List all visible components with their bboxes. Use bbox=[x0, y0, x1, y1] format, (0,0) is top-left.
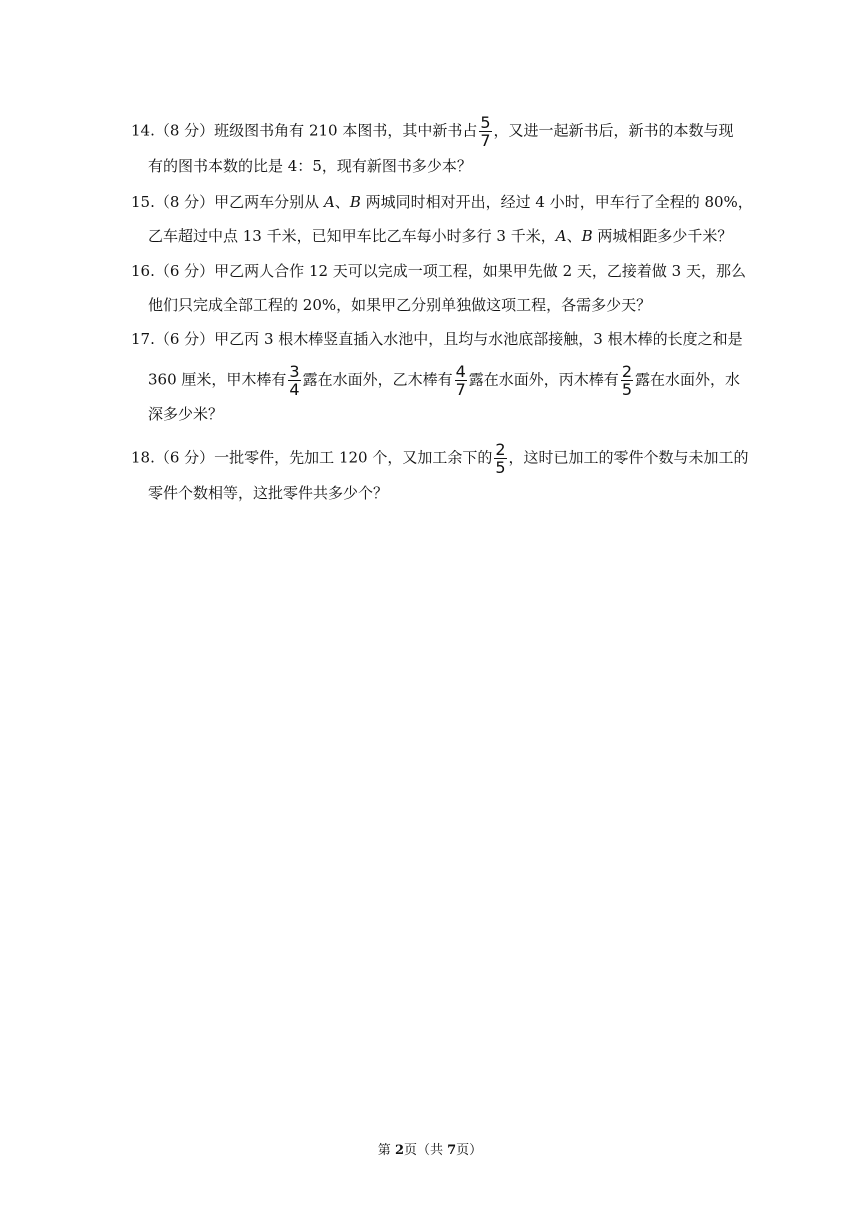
variable-a: A bbox=[555, 227, 567, 245]
footer-text: 第 bbox=[377, 1143, 395, 1158]
fraction-numerator: 5 bbox=[480, 113, 491, 132]
fraction bbox=[494, 441, 506, 476]
page-total: 7 bbox=[447, 1143, 457, 1158]
variable-a: A bbox=[323, 193, 335, 211]
footer-text: 页） bbox=[456, 1143, 483, 1158]
question-18-line-1 bbox=[131, 441, 749, 476]
question-text: ，又进一起新书后，新书的本数与现 bbox=[493, 121, 734, 140]
question-16-line-2 bbox=[148, 296, 651, 314]
footer-text: 页（共 bbox=[403, 1143, 448, 1158]
question-text: 乙车超过中点 13 千米，已知甲车比乙车每小时多行 3 千米， bbox=[148, 227, 556, 245]
page-footer bbox=[0, 1139, 860, 1158]
question-text: 零件个数相等，这批零件共多少个？ bbox=[148, 484, 389, 502]
question-14-line-1 bbox=[131, 114, 734, 149]
question-number: 17. bbox=[131, 330, 155, 348]
variable-b: B bbox=[581, 227, 593, 245]
question-number: 18. bbox=[131, 448, 155, 467]
question-text: ，这时已加工的零件个数与未加工的 bbox=[508, 448, 749, 467]
question-text: 一批零件，先加工 120 个，又加工余下的 bbox=[214, 448, 493, 467]
question-text: 露在水面外，乙木棒有 bbox=[302, 370, 453, 389]
question-15-line-1 bbox=[131, 193, 753, 211]
fraction bbox=[455, 363, 467, 398]
question-score: （6 分） bbox=[154, 448, 215, 467]
page-number: 2 bbox=[394, 1143, 404, 1158]
question-text: 深多少米？ bbox=[148, 405, 224, 423]
fraction-denominator: 4 bbox=[289, 380, 300, 399]
fraction-denominator: 7 bbox=[455, 380, 466, 399]
fraction-denominator: 7 bbox=[480, 131, 491, 150]
question-text: 360 厘米，甲木棒有 bbox=[148, 370, 287, 389]
question-text: 两城同时相对开出，经过 4 小时，甲车行了全程的 80%， bbox=[360, 193, 753, 211]
question-17-line-1 bbox=[131, 330, 743, 348]
fraction bbox=[621, 363, 633, 398]
question-number: 14. bbox=[131, 121, 155, 140]
question-score: （8 分） bbox=[154, 193, 215, 211]
fraction-numerator: 2 bbox=[621, 362, 632, 381]
fraction bbox=[479, 114, 491, 149]
question-number: 15. bbox=[131, 193, 155, 211]
question-score: （8 分） bbox=[154, 121, 215, 140]
question-score: （6 分） bbox=[154, 262, 215, 280]
question-text: 两城相距多少千米？ bbox=[592, 227, 733, 245]
question-17-line-3 bbox=[148, 405, 223, 423]
question-text: 甲乙丙 3 根木棒竖直插入水池中，且均与水池底部接触，3 根木棒的长度之和是 bbox=[214, 330, 743, 348]
separator: 、 bbox=[566, 227, 582, 245]
fraction-numerator: 4 bbox=[455, 362, 466, 381]
question-text: 甲乙两人合作 12 天可以完成一项工程，如果甲先做 2 天，乙接着做 3 天，那么 bbox=[214, 262, 746, 280]
fraction bbox=[288, 363, 300, 398]
fraction-denominator: 5 bbox=[621, 380, 632, 399]
question-text: 露在水面外，丙木棒有 bbox=[468, 370, 619, 389]
question-14-line-2 bbox=[148, 157, 472, 175]
variable-b: B bbox=[349, 193, 361, 211]
question-score: （6 分） bbox=[154, 330, 215, 348]
separator: 、 bbox=[334, 193, 350, 211]
question-18-line-2 bbox=[148, 484, 388, 502]
question-number: 16. bbox=[131, 262, 155, 280]
fraction-numerator: 2 bbox=[495, 440, 506, 459]
question-text: 班级图书角有 210 本图书，其中新书占 bbox=[214, 121, 478, 140]
question-text: 露在水面外，水 bbox=[635, 370, 741, 389]
question-text: 有的图书本数的比是 4：5，现有新图书多少本？ bbox=[148, 157, 472, 175]
question-text: 他们只完成全部工程的 20%，如果甲乙分别单独做这项工程，各需多少天？ bbox=[148, 296, 652, 314]
fraction-denominator: 5 bbox=[495, 458, 506, 477]
question-16-line-1 bbox=[131, 262, 746, 280]
question-text: 甲乙两车分别从 bbox=[214, 193, 324, 211]
question-15-line-2 bbox=[148, 227, 732, 245]
fraction-numerator: 3 bbox=[289, 362, 300, 381]
question-17-line-2 bbox=[148, 363, 740, 398]
